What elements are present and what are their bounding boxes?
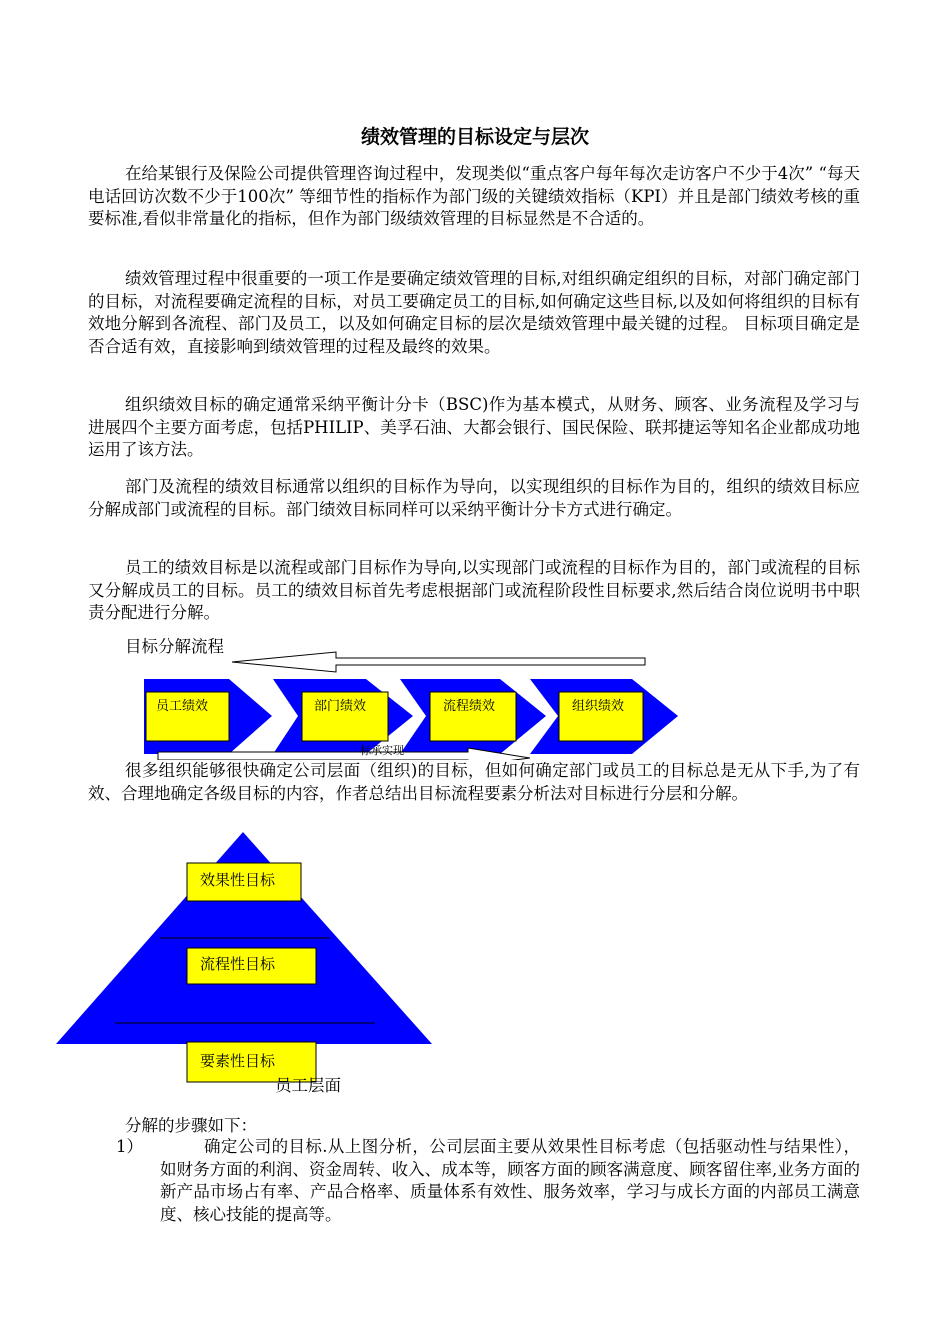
- flow-box-2-label: 部门绩效: [314, 699, 367, 714]
- paragraph-4: 部门及流程的绩效目标通常以组织的目标作为导向，以实现组织的目标作为目的，组织的绩效目标应分解成部门或流程的目标。部门绩效目标同样可以采纳平衡计分卡方式进行确定。: [88, 477, 860, 519]
- flow-caption: 目标分解流程: [125, 637, 224, 656]
- page-title: 绩效管理的目标设定与层次: [360, 126, 589, 148]
- paragraph-5: 员工的绩效目标是以流程或部门目标作为导向,以实现部门或流程的目标作为目的，部门或流程的目标又分解成员工的目标。员工的绩效目标首先考虑根据部门或流程阶段性目标要求,然后结合岗位说明书中职责分配进行分解。: [88, 558, 860, 622]
- pyramid-box-1-label: 效果性目标: [200, 871, 276, 889]
- step-1-text: 确定公司的目标.从上图分析，公司层面主要从效果性目标考虑（包括驱动性与结果性），如财务方面的利润、资金周转、收入、成本等，顾客方面的顾客满意度、顾客留住率,业务方面的新产品市场占有率、产品合格率、质量体系有效性、服务效率，学习与成长方面的内部员工满意度、核心技能的提高等。: [160, 1137, 860, 1224]
- pyramid-box-3-label: 要素性目标: [200, 1052, 276, 1070]
- step-1: [88, 1136, 860, 1226]
- pyramid-diagram: [0, 830, 950, 1090]
- top-arrow-left: [232, 652, 645, 672]
- steps-intro: 分解的步骤如下：: [125, 1116, 257, 1135]
- paragraph-2: 绩效管理过程中很重要的一项工作是要确定绩效管理的目标,对组织确定组织的目标，对部门确定部门的目标，对流程要确定流程的目标，对员工要确定员工的目标,如何确定这些目标,以及如何将组织的目标有效地分解到各流程、部门及员工，以及如何确定目标的层次是绩效管理中最关键的过程。 目标项目确定是否合适有效，直接影响到绩效管理的过程及最终的效果。: [88, 269, 860, 356]
- flow-box-1-label: 员工绩效: [156, 699, 209, 714]
- flow-hidden-label: 标承实现: [360, 744, 404, 757]
- pyramid-box-2-label: 流程性目标: [200, 955, 276, 973]
- flow-diagram: [0, 650, 950, 760]
- paragraph-1: 在给某银行及保险公司提供管理咨询过程中，发现类似“重点客户每年每次走访客户不少于4次” “每天电话回访次数不少于100次” 等细节性的指标作为部门级的关键绩效指标（KPI）并且是部门绩效考核的重要标准,看似非常量化的指标，但作为部门级绩效管理的目标显然是不合适的。: [88, 164, 860, 228]
- paragraph-after-flow: 很多组织能够很快确定公司层面（组织)的目标，但如何确定部门或员工的目标总是无从下手,为了有效、合理地确定各级目标的内容，作者总结出目标流程要素分析法对目标进行分层和分解。: [88, 761, 860, 803]
- flow-box-3-label: 流程绩效: [443, 699, 496, 714]
- paragraph-3: 组织绩效目标的确定通常采纳平衡计分卡（BSC)作为基本模式，从财务、顾客、业务流程及学习与进展四个主要方面考虑，包括PHILIP、美孚石油、大都会银行、国民保险、联邦捷运等知名企业都成功地运用了该方法。: [88, 395, 860, 459]
- pyramid-bottom-label: 员工层面: [275, 1076, 341, 1095]
- flow-box-4-label: 组织绩效: [572, 699, 625, 714]
- step-1-number: 1）: [116, 1137, 143, 1156]
